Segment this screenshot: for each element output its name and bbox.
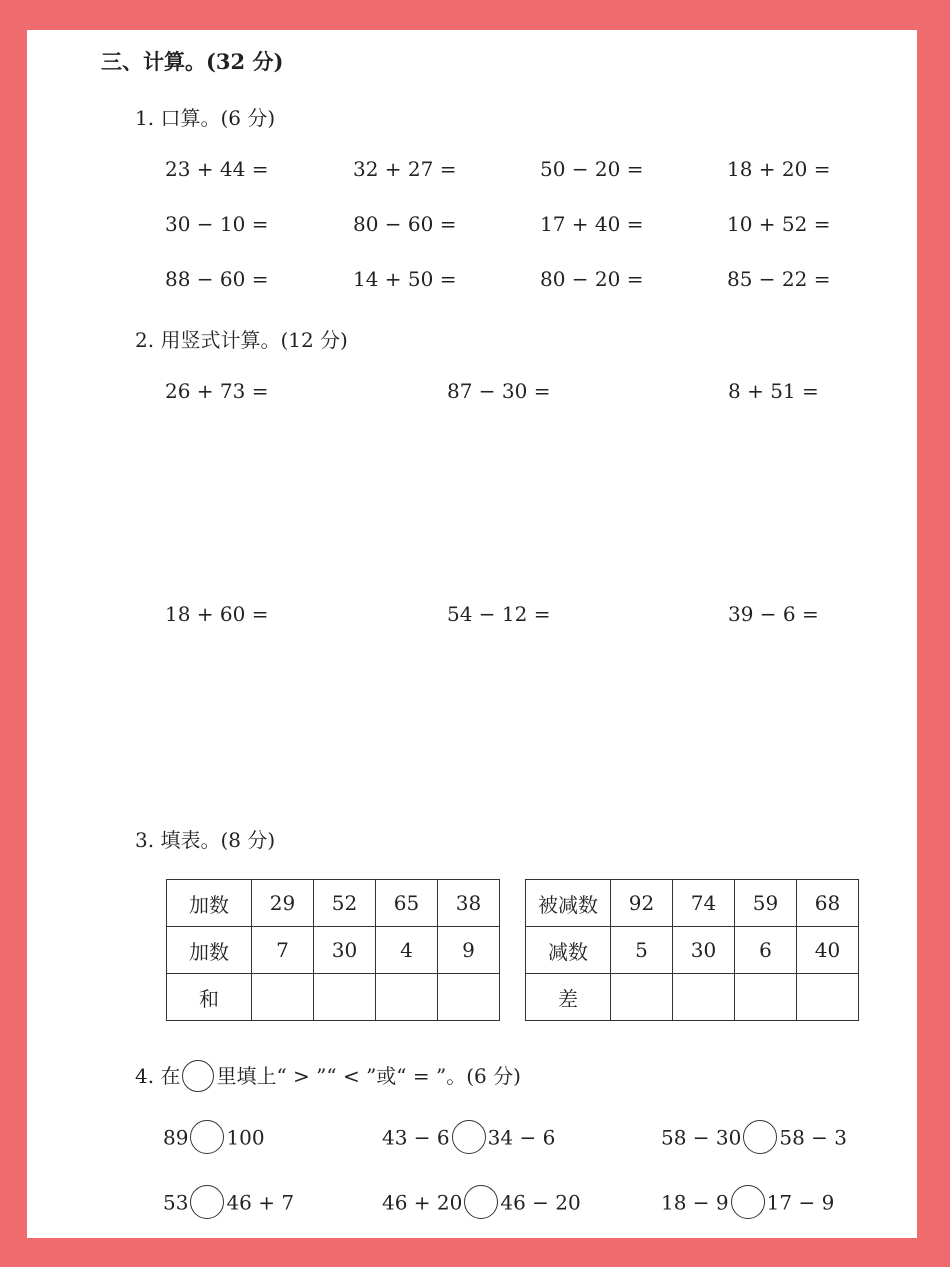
q1-expr: 32 + 27 = [353, 157, 457, 181]
table-row [167, 880, 500, 927]
table-row [526, 974, 859, 1021]
answer-cell[interactable] [611, 974, 673, 1021]
q1-expr: 14 + 50 = [353, 267, 457, 291]
compare-left: 46 + 20 [382, 1190, 463, 1215]
compare-right: 46 − 20 [500, 1190, 581, 1215]
row-label: 减数 [526, 927, 611, 974]
answer-cell[interactable] [735, 974, 797, 1021]
answer-cell[interactable] [438, 974, 500, 1021]
compare-right: 46 + 7 [226, 1190, 295, 1215]
q2-expr: 39 − 6 = [728, 602, 819, 626]
table-cell: 40 [797, 927, 859, 974]
compare-left: 89 [163, 1125, 189, 1150]
answer-circle[interactable] [190, 1185, 224, 1219]
table-cell: 30 [673, 927, 735, 974]
compare-left: 43 − 6 [382, 1125, 450, 1150]
row-label: 加数 [167, 880, 252, 927]
table-cell: 65 [376, 880, 438, 927]
table-cell: 74 [673, 880, 735, 927]
subtraction-table [525, 879, 859, 1021]
comparison-item [382, 1187, 581, 1221]
q2-expr: 26 + 73 = [165, 379, 269, 403]
table-cell: 30 [314, 927, 376, 974]
q4-title-prefix: 4. 在 [135, 1064, 181, 1088]
q1-expr: 80 − 20 = [540, 267, 644, 291]
q3-title: 3. 填表。(8 分) [135, 828, 276, 852]
table-cell: 59 [735, 880, 797, 927]
table-cell: 38 [438, 880, 500, 927]
table-row [167, 927, 500, 974]
compare-right: 100 [226, 1125, 265, 1150]
table-row [167, 974, 500, 1021]
answer-circle[interactable] [190, 1120, 224, 1154]
answer-circle[interactable] [743, 1120, 777, 1154]
table-cell: 29 [252, 880, 314, 927]
table-cell: 68 [797, 880, 859, 927]
q2-expr: 54 − 12 = [447, 602, 551, 626]
q4-title-suffix: 里填上“ > ”“ < ”或“ = ”。(6 分) [216, 1064, 521, 1088]
q2-title: 2. 用竖式计算。(12 分) [135, 328, 348, 352]
q1-expr: 23 + 44 = [165, 157, 269, 181]
table-cell: 52 [314, 880, 376, 927]
answer-circle[interactable] [731, 1185, 765, 1219]
q1-expr: 85 − 22 = [727, 267, 831, 291]
table-cell: 6 [735, 927, 797, 974]
table-cell: 9 [438, 927, 500, 974]
circle-blank-icon [182, 1060, 214, 1092]
q1-expr: 10 + 52 = [727, 212, 831, 236]
answer-cell[interactable] [314, 974, 376, 1021]
answer-circle[interactable] [452, 1120, 486, 1154]
answer-cell[interactable] [797, 974, 859, 1021]
table-cell: 92 [611, 880, 673, 927]
q1-expr: 18 + 20 = [727, 157, 831, 181]
row-label: 加数 [167, 927, 252, 974]
answer-cell[interactable] [376, 974, 438, 1021]
addition-table [166, 879, 500, 1021]
q1-expr: 50 − 20 = [540, 157, 644, 181]
q4-title [135, 1060, 521, 1094]
comparison-item [163, 1122, 265, 1156]
answer-cell[interactable] [673, 974, 735, 1021]
q1-expr: 30 − 10 = [165, 212, 269, 236]
compare-right: 58 − 3 [779, 1125, 848, 1150]
q1-expr: 17 + 40 = [540, 212, 644, 236]
row-label: 被减数 [526, 880, 611, 927]
table-cell: 7 [252, 927, 314, 974]
q1-expr: 88 − 60 = [165, 267, 269, 291]
q2-expr: 8 + 51 = [728, 379, 819, 403]
compare-right: 34 − 6 [487, 1125, 556, 1150]
table-cell: 5 [611, 927, 673, 974]
section-title: 三、计算。(32 分) [101, 49, 284, 74]
compare-right: 17 − 9 [766, 1190, 835, 1215]
compare-left: 53 [163, 1190, 189, 1215]
comparison-item [163, 1187, 294, 1221]
comparison-item [382, 1122, 555, 1156]
comparison-item [661, 1122, 847, 1156]
answer-circle[interactable] [464, 1185, 498, 1219]
q1-title: 1. 口算。(6 分) [135, 106, 276, 130]
table-cell: 4 [376, 927, 438, 974]
answer-cell[interactable] [252, 974, 314, 1021]
comparison-item [661, 1187, 834, 1221]
row-label: 和 [167, 974, 252, 1021]
table-row [526, 927, 859, 974]
compare-left: 18 − 9 [661, 1190, 729, 1215]
worksheet-page [27, 30, 917, 1238]
q2-expr: 18 + 60 = [165, 602, 269, 626]
row-label: 差 [526, 974, 611, 1021]
q2-expr: 87 − 30 = [447, 379, 551, 403]
table-row [526, 880, 859, 927]
q1-expr: 80 − 60 = [353, 212, 457, 236]
compare-left: 58 − 30 [661, 1125, 742, 1150]
